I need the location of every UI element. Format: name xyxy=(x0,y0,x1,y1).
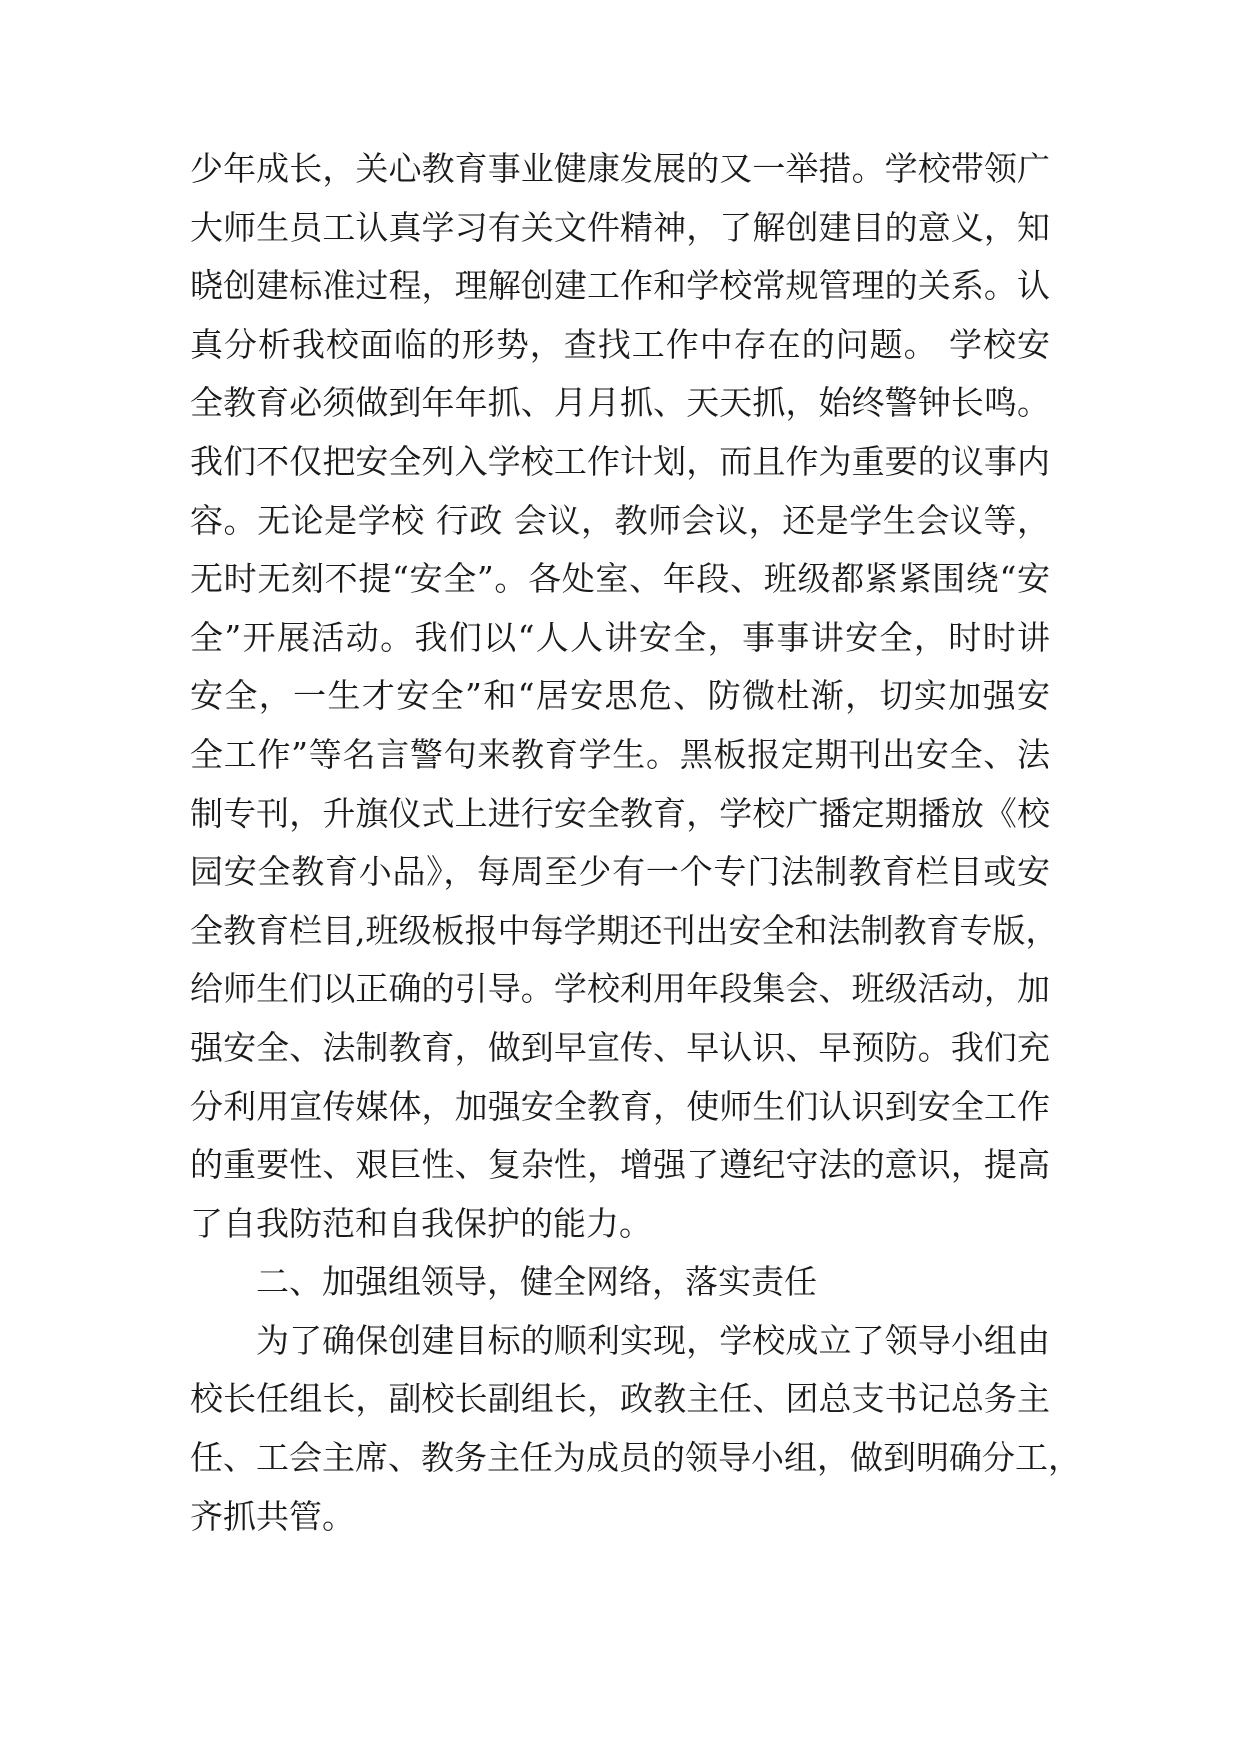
text-line: 为了确保创建目标的顺利实现，学校成立了领导小组由 xyxy=(256,1320,1050,1360)
section-heading: 二、加强组领导，健全网络，落实责任 xyxy=(256,1262,817,1302)
text-line: 校长任组长，副校长副组长，政教主任、团总支书记总务主 xyxy=(190,1379,1050,1419)
text-line: 任、工会主席、教务主任为成员的领导小组，做到明确分工， xyxy=(190,1438,1081,1478)
text-line: 容。无论是学校 行政 会议，教师会议，还是学生会议等， xyxy=(190,500,1050,540)
text-line: 全教育栏目,班级板报中每学期还刊出安全和法制教育专版， xyxy=(190,910,1059,950)
text-line: 安全，一生才安全”和“居安思危、防微杜渐，切实加强安 xyxy=(190,676,1050,716)
text-line: 分利用宣传媒体，加强安全教育，使师生们认识到安全工作 xyxy=(190,1086,1050,1126)
text-line: 了自我防范和自我保护的能力。 xyxy=(190,1203,652,1243)
text-line: 齐抓共管。 xyxy=(190,1496,355,1536)
text-line: 制专刊，升旗仪式上进行安全教育，学校广播定期播放《校 xyxy=(190,793,1050,833)
text-line: 给师生们以正确的引导。学校利用年段集会、班级活动，加 xyxy=(190,969,1050,1009)
text-line: 无时无刻不提“安全”。各处室、年段、班级都紧紧围绕“安 xyxy=(190,559,1050,599)
text-line: 全”开展活动。我们以“人人讲安全，事事讲安全，时时讲 xyxy=(190,617,1050,657)
document-body xyxy=(190,140,1081,1546)
text-line: 晓创建标准过程，理解创建工作和学校常规管理的关系。认 xyxy=(190,266,1050,306)
text-line: 强安全、法制教育，做到早宣传、早认识、早预防。我们充 xyxy=(190,1027,1050,1067)
text-line: 的重要性、艰巨性、复杂性，增强了遵纪守法的意识，提高 xyxy=(190,1145,1050,1185)
text-line: 我们不仅把安全列入学校工作计划，而且作为重要的议事内 xyxy=(190,441,1050,481)
text-line: 全工作”等名言警句来教育学生。黑板报定期刊出安全、法 xyxy=(190,734,1050,774)
text-line: 真分析我校面临的形势，查找工作中存在的问题。 学校安 xyxy=(190,324,1050,364)
text-line: 少年成长，关心教育事业健康发展的又一举措。学校带领广 xyxy=(190,149,1050,188)
text-line: 园安全教育小品》，每周至少有一个专门法制教育栏目或安 xyxy=(190,852,1050,892)
text-line: 大师生员工认真学习有关文件精神，了解创建目的意义，知 xyxy=(190,207,1050,247)
text-line: 全教育必须做到年年抓、月月抓、天天抓，始终警钟长鸣。 xyxy=(190,383,1050,423)
